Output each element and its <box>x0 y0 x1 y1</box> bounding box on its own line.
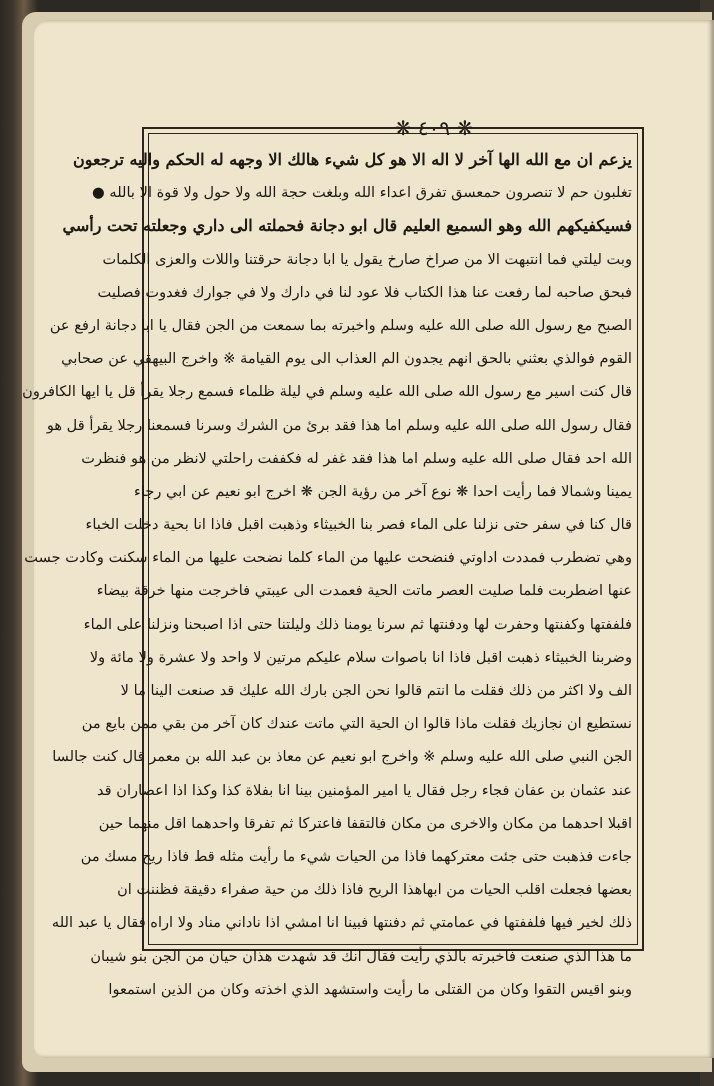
text-line: وبنو اقيس التقوا وكان من القتلى ما رأيت واستشهد الذي اخذته وكان من الذين استمعوا <box>108 980 632 998</box>
text-frame <box>22 127 644 998</box>
text-line: الصبح مع رسول الله صلى الله عليه وسلم واخبرته بما سمعت من الجن فقال يا ابا دجانة ارفع عن <box>49 316 632 334</box>
text-line: تغلبون حم لا تنصرون حمعسق تفرق اعداء الله وبلغت حجة الله ولا حول ولا قوة الا بالله ● <box>92 184 632 202</box>
text-line: عنها اضطربت فلما صليت العصر ماتت الحية فعمدت الى عيبتي فاخرجت منها خرقة بيضاء <box>96 582 632 600</box>
text-line: قال كنت اسير مع رسول الله صلى الله عليه وسلم في ليلة ظلماء فسمع رجلا يقرأ قل يا ايها الكافرون <box>22 383 632 401</box>
text-line: فبحق صاحبه لما رفعت عنا هذا الكتاب فلا عود لنا في دارك ولا في جوارك فغدوت فصليت <box>97 283 632 301</box>
text-line: قال كنا في سفر حتى نزلنا على الماء فصر بنا الخبيثاء وذهبت اقبل فاذا انا بحية دخلت الخباء <box>85 516 632 534</box>
text-line: ذلك لخير فيها فلففتها في عمامتي ثم دفنتها فبينا انا امشي اذا ناداني مناد ولا اراه فقال يا عبد الله <box>51 914 632 932</box>
text-line: جاءت فذهبت حتى جئت معتركهما فاذا من الحيات شيء ما رأيت مثله قط فاذا ريح مسك من <box>80 847 632 865</box>
text-line: وبت ليلتي فما انتبهت الا من صراخ صارخ يقول يا ابا دجانة حرقتنا واللات والعزى الكلمات <box>102 250 632 268</box>
text-line: ما هذا الذي صنعت فاخبرته بالذي رأيت فقال انك قد شهدت هذان حيان من الجن بنو شيبان <box>90 947 632 965</box>
text-line: اقبلا احدهما من مكان والاخرى من مكان فالتقفا فاعتركا ثم تفرقا واحدهما اقل منهما حين <box>98 814 632 832</box>
text-line: بعضها فجعلت اقلب الحيات من ابهاهذا الريح فاذا ذلك من حية صفراء دقيقة فظننت ان <box>117 881 632 899</box>
text-line: فقال رسول الله صلى الله عليه وسلم اما هذا فقد برئ من الشرك وسرنا فسمعنا رجلا يقرأ قل هو <box>46 416 632 434</box>
text-line: الله احد فقال صلى الله عليه وسلم اما هذا فقد غفر له فكففت راحلتي لانظر من هو فنظرت <box>81 449 632 467</box>
page-number: ❋ ٤٠٩ ❋ <box>394 116 474 140</box>
arabic-text-block <box>22 143 632 998</box>
text-line: نستطيع ان نجازيك فقلت ماذا قالوا ان الحية التي ماتت عندك كان آخر من بقي ممن بايع من <box>81 715 632 733</box>
text-line: القوم فوالذي بعثني بالحق انهم يجدون الم العذاب الى يوم القيامة ※ واخرج البيهقي عن صحابي <box>61 350 632 368</box>
text-line: فلففتها وكفنتها وحفرت لها ودفنتها ثم سرنا يومنا ذلك وليلتنا حتى اذا اصبحنا ونزلنا على الماء <box>83 615 632 633</box>
text-line: وضربنا الخبيثاء ذهبت اقبل فاذا انا باصوات سلام عليكم مرتين لا واحد ولا عشرة ولا مائة ولا <box>89 648 632 666</box>
section-heading-line: يمينا وشمالا فما رأيت احدا ❋ نوع آخر من رؤية الجن ❋ اخرج ابو نعيم عن ابي رجاء <box>134 482 632 500</box>
text-line: الف ولا اكثر من ذلك فقلت ما انتم قالوا نحن الجن بارك الله عليك قد صنعت الينا ما لا <box>120 682 632 699</box>
text-line: وهي تضطرب فمددت اداوتي فنضحت عليها من الماء كلما نضحت عليها من الماء سكنت وكادت جست <box>24 549 632 567</box>
text-line: فسيكفيكهم الله وهو السميع العليم قال ابو دجانة فحملته الى داري وجعلته تحت رأسي <box>62 216 632 236</box>
text-line: عند عثمان بن عفان فجاء رجل فقال يا امير المؤمنين بينا انا بفلاة كذا وكذا اذا اعصاران قد <box>96 781 632 799</box>
text-line: يزعم ان مع الله الها آخر لا اله الا هو كل شيء هالك الا وجهه له الحكم واليه ترجعون <box>72 150 632 169</box>
text-line: الجن النبي صلى الله عليه وسلم ※ واخرج ابو نعيم عن معاذ بن عبد الله بن معمر قال كنت جالسا <box>52 748 632 766</box>
